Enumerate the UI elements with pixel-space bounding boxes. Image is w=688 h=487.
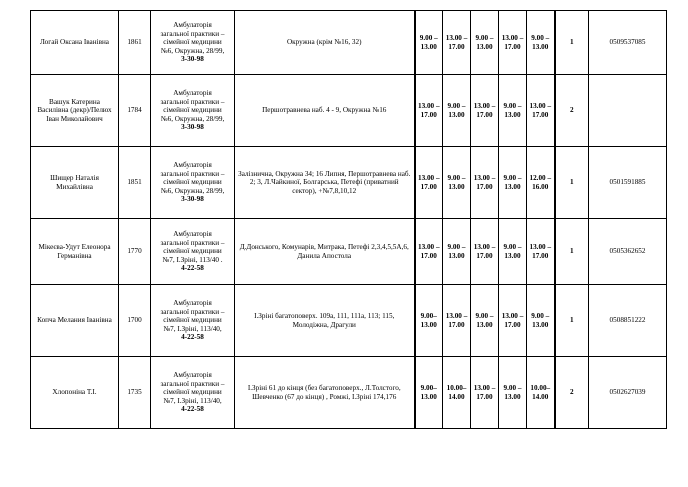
clinic-phone: 4-22-58 (181, 264, 204, 273)
doctor-name: Шищер Наталія Михайлівна (31, 147, 119, 219)
time-slot-3: 13.00 – 17.00 (471, 219, 499, 285)
clinic-line: Амбулаторія (173, 21, 212, 30)
table-row (31, 75, 667, 147)
time-slot-2: 10.00– 14.00 (443, 357, 471, 429)
table-row (31, 285, 667, 357)
table-row (31, 11, 667, 75)
doctor-name: Логай Оксана Іванівна (31, 11, 119, 75)
doctor-schedule-table (30, 10, 667, 429)
clinic-cell (151, 11, 235, 75)
time-slot-4: 9.00 – 13.00 (499, 147, 527, 219)
clinic-line: №7, І.Зріні, 113/40 . (162, 255, 223, 264)
shift-number: 2 (555, 357, 589, 429)
doctor-code: 1700 (119, 285, 151, 357)
doctor-code: 1861 (119, 11, 151, 75)
clinic-cell (151, 147, 235, 219)
shift-number: 1 (555, 285, 589, 357)
doctor-name: Копча Мелания Іванівна (31, 285, 119, 357)
time-slot-3: 9.00 – 13.00 (471, 11, 499, 75)
doctor-name: Хлопоніна Т.І. (31, 357, 119, 429)
clinic-cell (151, 219, 235, 285)
shift-number: 1 (555, 11, 589, 75)
clinic-line: сімейної медицини (163, 38, 222, 47)
phone-number: 0509537085 (589, 11, 667, 75)
clinic-line: №6, Окружна, 28/99, (160, 114, 225, 123)
time-slot-3: 13.00 – 17.00 (471, 75, 499, 147)
shift-number: 1 (555, 147, 589, 219)
time-slot-3: 13.00 – 17.00 (471, 357, 499, 429)
time-slot-2: 9.00 – 13.00 (443, 75, 471, 147)
table-row (31, 219, 667, 285)
time-slot-4: 9.00 – 13.00 (499, 357, 527, 429)
clinic-line: сімейної медицини (163, 106, 222, 115)
clinic-phone: 3-30-98 (181, 123, 204, 132)
time-slot-4: 13.00 – 17.00 (499, 285, 527, 357)
clinic-line: загальної практики – (160, 379, 225, 388)
clinic-cell (151, 285, 235, 357)
time-slot-5: 9.00 – 13.00 (527, 285, 555, 357)
clinic-line: загальної практики – (160, 307, 225, 316)
clinic-phone: 3-30-98 (181, 195, 204, 204)
time-slot-5: 13.00 – 17.00 (527, 75, 555, 147)
service-streets: І.Зріні 61 до кінця (без багатоповерх., Л.Толстого, Шевченко (67 до кінця) , Ромжі, І.Зріні 174,176 (235, 357, 415, 429)
clinic-line: сімейної медицини (163, 316, 222, 325)
clinic-phone: 4-22-58 (181, 333, 204, 342)
clinic-line: загальної практики – (160, 29, 225, 38)
doctor-name: Мікеєва-Удут Елеонора Германівна (31, 219, 119, 285)
time-slot-5: 9.00 – 13.00 (527, 11, 555, 75)
phone-number: 0508851222 (589, 285, 667, 357)
doctor-code: 1735 (119, 357, 151, 429)
clinic-line: Амбулаторія (173, 230, 212, 239)
clinic-line: сімейної медицини (163, 178, 222, 187)
doctor-code: 1784 (119, 75, 151, 147)
time-slot-2: 13.00 – 17.00 (443, 285, 471, 357)
time-slot-2: 9.00 – 13.00 (443, 147, 471, 219)
time-slot-1: 13.00 – 17.00 (415, 75, 443, 147)
clinic-cell (151, 357, 235, 429)
time-slot-1: 9.00 – 13.00 (415, 11, 443, 75)
phone-number: 0501591885 (589, 147, 667, 219)
service-streets: І.Зріні багатоповерх. 109а, 111, 111а, 113; 115, Молодіжна, Драгули (235, 285, 415, 357)
service-streets: Першотравнева наб. 4 - 9, Окружна №16 (235, 75, 415, 147)
clinic-cell (151, 75, 235, 147)
time-slot-4: 13.00 – 17.00 (499, 11, 527, 75)
phone-number: 0505362652 (589, 219, 667, 285)
table-row (31, 147, 667, 219)
clinic-line: Амбулаторія (173, 161, 212, 170)
time-slot-2: 9.00 – 13.00 (443, 219, 471, 285)
time-slot-3: 9.00 – 13.00 (471, 285, 499, 357)
clinic-line: сімейної медицини (163, 388, 222, 397)
clinic-phone: 3-30-98 (181, 55, 204, 64)
time-slot-1: 9.00– 13.00 (415, 357, 443, 429)
service-streets: Д.Донського, Комунарів, Митрака, Петефі 2,3,4,5,5А,6, Данила Апостола (235, 219, 415, 285)
time-slot-5: 12.00 – 16.00 (527, 147, 555, 219)
table-row (31, 357, 667, 429)
clinic-line: Амбулаторія (173, 371, 212, 380)
clinic-line: №7, І.Зріні, 113/40, (163, 324, 222, 333)
phone-number: 0502627039 (589, 357, 667, 429)
time-slot-1: 13.00 – 17.00 (415, 219, 443, 285)
doctor-name: Вашук Катерина Василівна (декр)/Пелюх Іван Миколайович (31, 75, 119, 147)
clinic-line: №6, Окружна, 28/99, (160, 186, 225, 195)
clinic-line: №7, І.Зріні, 113/40, (163, 396, 222, 405)
clinic-line: загальної практики – (160, 97, 225, 106)
clinic-phone: 4-22-58 (181, 405, 204, 414)
clinic-line: сімейної медицини (163, 247, 222, 256)
time-slot-2: 13.00 – 17.00 (443, 11, 471, 75)
time-slot-3: 13.00 – 17.00 (471, 147, 499, 219)
doctor-code: 1851 (119, 147, 151, 219)
shift-number: 2 (555, 75, 589, 147)
shift-number: 1 (555, 219, 589, 285)
clinic-line: №6, Окружна, 28/99, (160, 46, 225, 55)
service-streets: Окружна (крім №16, 32) (235, 11, 415, 75)
time-slot-4: 9.00 – 13.00 (499, 75, 527, 147)
doctor-code: 1770 (119, 219, 151, 285)
time-slot-4: 9.00 – 13.00 (499, 219, 527, 285)
clinic-line: Амбулаторія (173, 299, 212, 308)
phone-number (589, 75, 667, 147)
time-slot-5: 13.00 – 17.00 (527, 219, 555, 285)
time-slot-1: 13.00 – 17.00 (415, 147, 443, 219)
time-slot-5: 10.00– 14.00 (527, 357, 555, 429)
time-slot-1: 9.00– 13.00 (415, 285, 443, 357)
clinic-line: Амбулаторія (173, 89, 212, 98)
clinic-line: загальної практики – (160, 238, 225, 247)
service-streets: Залізнична, Окружна 34; 16 Липня, Першотравнева наб. 2; 3, Л.Чайкиної, Болгарська, Петефі (приватний сектор), +№7,8,10,12 (235, 147, 415, 219)
clinic-line: загальної практики – (160, 169, 225, 178)
